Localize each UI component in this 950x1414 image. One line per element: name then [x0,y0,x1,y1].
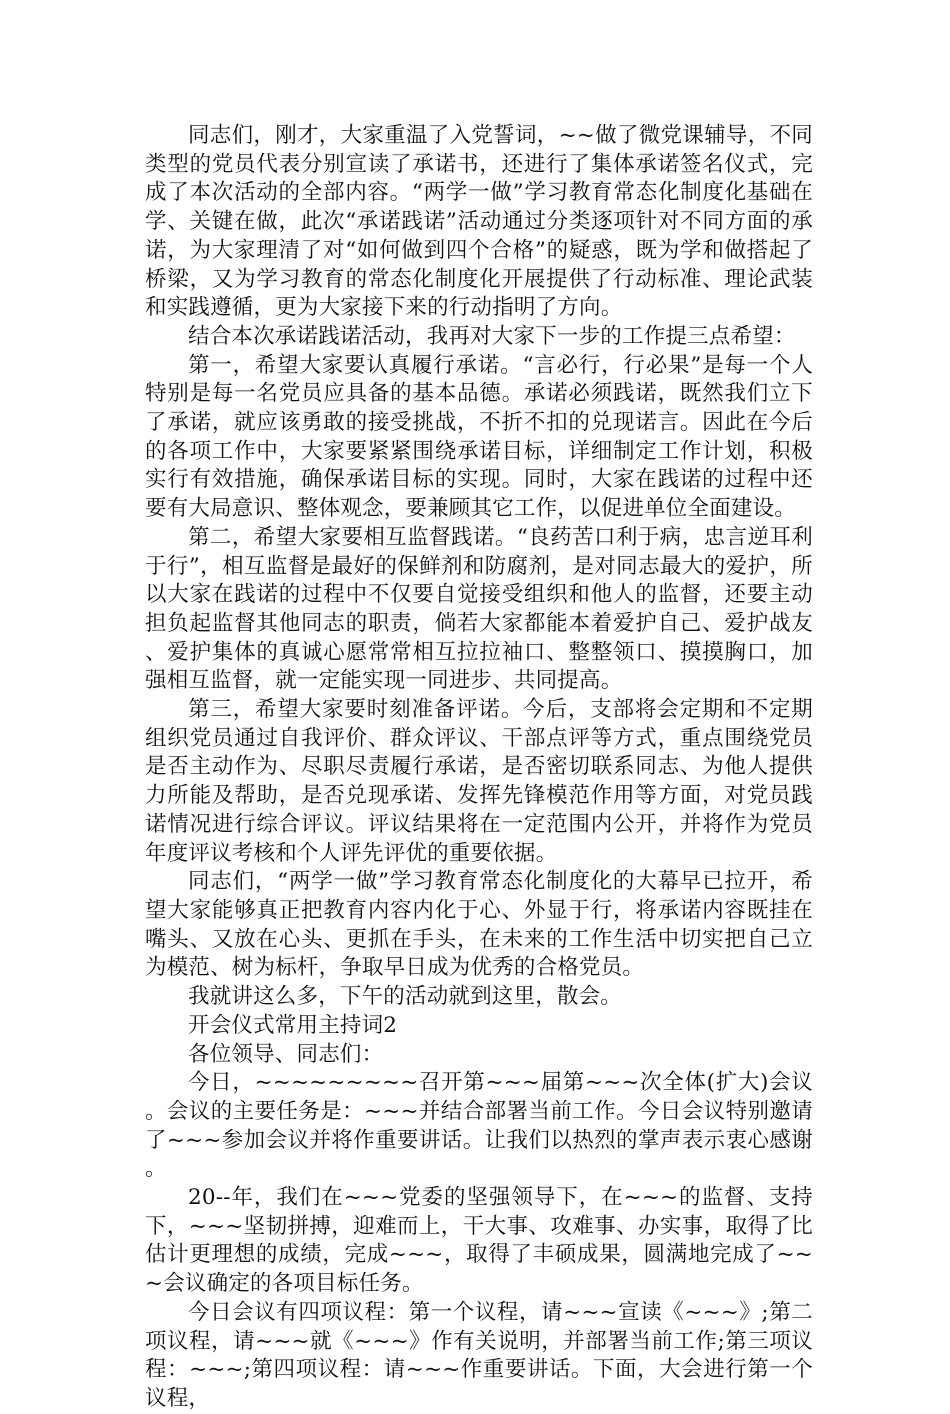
paragraph-opening-summary: 同志们，刚才，大家重温了入党誓词，~~做了微党课辅导，不同类型的党员代表分别宣读了承诺书，还进行了集体承诺签名仪式，完成了本次活动的全部内容。“两学一做”学习教育常态化制度化基础在学、关键在做，此次“承诺践诺”活动通过分类逐项针对不同方面的承诺，为大家理清了对“如何做到四个合格”的疑惑，既为学和做搭起了桥梁，又为学习教育的常态化制度化开展提供了行动标准、理论武装和实践遵循，更为大家接下来的行动指明了方向。 [145,123,813,321]
paragraph-closing-hope: 同志们，“两学一做”学习教育常态化制度化的大幕早已拉开，希望大家能够真正把教育内容内化于心、外显于行，将承诺内容既挂在嘴头、又放在心头、更抓在手头，在未来的工作生活中切实把自己立为模范、树为标杆，争取早日成为优秀的合格党员。 [145,869,813,981]
paragraph-adjourn: 我就讲这么多，下午的活动就到这里，散会。 [188,984,623,1010]
paragraph-agenda: 今日会议有四项议程：第一个议程，请~~~宣读《~~~》;第二项议程，请~~~就《~~~》作有关说明，并部署当前工作;第三项议程：~~~;第四项议程：请~~~作重要讲话。下面，大会进行第一个议程， [145,1299,813,1411]
paragraph-hope-one: 第一，希望大家要认真履行承诺。“言必行，行必果”是每一个人特别是每一名党员应具备的基本品德。承诺必须践诺，既然我们立下了承诺，就应该勇敢的接受挑战，不折不扣的兑现诺言。因此在今后的各项工作中，大家要紧紧围绕承诺目标，详细制定工作计划，积极实行有效措施，确保承诺目标的实现。同时，大家在践诺的过程中还要有大局意识、整体观念，要兼顾其它工作，以促进单位全面建设。 [145,352,813,522]
paragraph-year-review: 20--年，我们在~~~党委的坚强领导下，在~~~的监督、支持下，~~~坚韧拼搏，迎难而上，干大事、攻难事、办实事，取得了比估计更理想的成绩，完成~~~，取得了丰硕成果，圆满地完成了~~~会议确定的各项目标任务。 [145,1185,813,1297]
paragraph-hope-three: 第三，希望大家要时刻准备评诺。今后，支部将会定期和不定期组织党员通过自我评价、群众评议、干部点评等方式，重点围绕党员是否主动作为、尽职尽责履行承诺，是否密切联系同志、为他人提供力所能及帮助，是否兑现承诺、发挥先锋模范作用等方面，对党员践诺情况进行综合评议。评议结果将在一定范围内公开，并将作为党员年度评议考核和个人评先评优的重要依据。 [145,697,813,866]
paragraph-hope-two: 第二，希望大家要相互监督践诺。“良药苦口利于病，忠言逆耳利于行”，相互监督是最好的保鲜剂和防腐剂，是对同志最大的爱护，所以大家在践诺的过程中不仅要自觉接受组织和他人的监督，还要主动担负起监督其他同志的职责，倘若大家都能本着爱护自己、爱护战友、爱护集体的真诚心愿常常相互拉拉袖口、整整领口、摸摸胸口，加强相互监督，就一定能实现一同进步、共同提高。 [145,524,813,694]
paragraph-salutation: 各位领导、同志们： [188,1041,384,1067]
paragraph-three-hopes-intro: 结合本次承诺践诺活动，我再对大家下一步的工作提三点希望： [188,323,796,349]
section-heading: 开会仪式常用主持词2 [188,1012,398,1038]
document-body [145,122,813,1414]
paragraph-meeting-opening: 今日，~~~~~~~~~召开第~~~届第~~~次全体(扩大)会议。会议的主要任务是：~~~并结合部署当前工作。今日会议特别邀请了~~~参加会议并将作重要讲话。让我们以热烈的掌声表示衷心感谢。 [145,1070,813,1182]
